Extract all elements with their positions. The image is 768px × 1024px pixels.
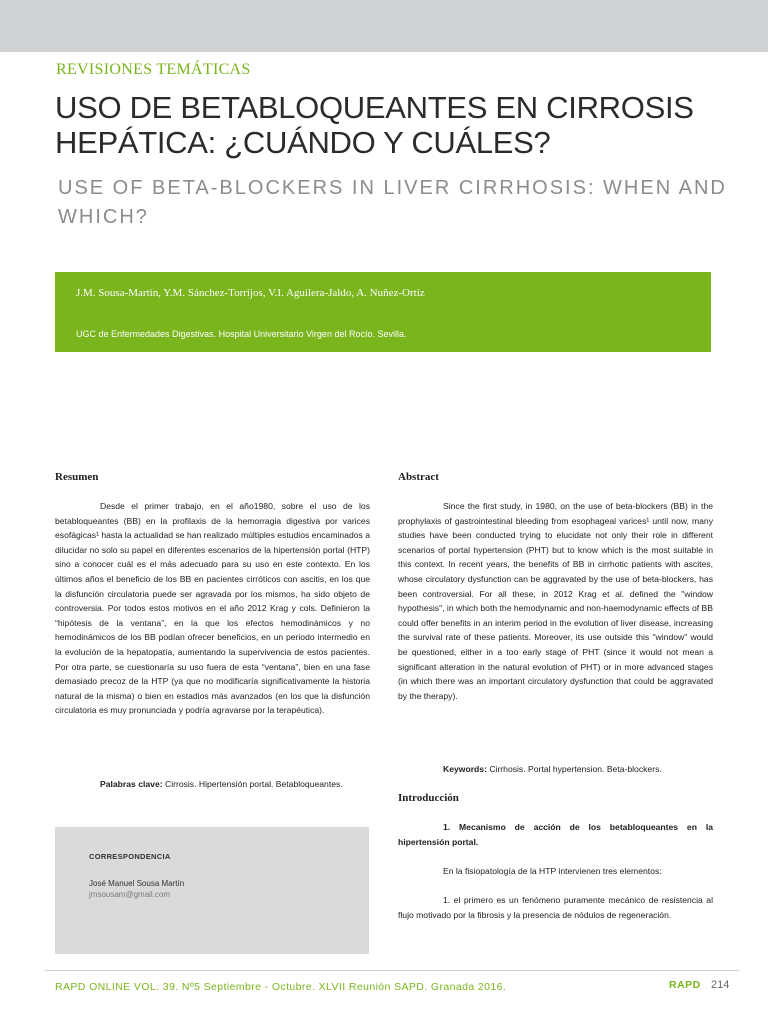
page-number: 214 [711,979,730,991]
resumen-keywords [55,777,370,792]
author-names: J.M. Sousa-Martín, Y.M. Sánchez-Torrijos, V.I. Aguilera-Jaldo, A. Nuñez-Ortiz [76,287,425,299]
top-bar [0,0,768,52]
article-title-english: USE OF BETA-BLOCKERS IN LIVER CIRRHOSIS: WHEN AND WHICH? [58,177,727,228]
abstract-keywords [398,762,713,777]
footer-citation: RAPD ONLINE VOL. 39. Nº5 Septiembre - Octubre. XLVII Reunión SAPD. Granada 2016. [55,981,507,993]
introduccion-subheading: 1. Mecanismo de acción de los betabloqueantes en la hipertensión portal. [398,822,713,847]
article-title-spanish: USO DE BETABLOQUEANTES EN CIRROSIS HEPÁTICA: ¿CUÁNDO Y CUÁLES? [55,90,694,160]
abstract-keywords-value: Cirrhosis. Portal hypertension. Beta-blockers. [489,764,662,774]
abstract-heading: Abstract [398,471,439,483]
resumen-keywords-value: Cirrosis. Hipertensión portal. Betabloqueantes. [164,779,343,789]
abstract-keywords-label: Keywords: [443,764,487,774]
footer-divider [45,970,739,971]
authors-box [55,272,711,352]
introduccion-paragraph-2: 1. el primero es un fenómeno puramente mecánico de resistencia al flujo motivado por la fibrosis y la presencia de nódulos de regeneración. [398,895,713,920]
correspondence-email[interactable]: jmsousam@gmail.com [89,890,171,899]
introduccion-paragraph-1: En la fisiopatología de la HTP intervienen tres elementos: [443,866,662,876]
correspondence-title: CORRESPONDENCIA [89,852,171,861]
resumen-text: Desde el primer trabajo, en el año1980, sobre el uso de los betabloqueantes (BB) en la profilaxis de la hemorragia digestiva por varices esofágicas¹ hasta la actualidad se han realizado múltiples estudios encaminados a dilucidar no solo su papel en diferentes escenarios de la hipertensión portal (HTP) sino a conocer cuál es el más adecuado para su uso en este contexto. En los últimos años el beneficio de los BB en pacientes cirróticos con ascitis, en los que la disfunción circulatoria puede ser agravada por los mismos, ha sido objeto de controversia. Por todos estos motivos en el año 2012 Krag y cols. Definieron la “hipótesis de la ventana”, en la que los efectos hemodinámicos y no hemodinámicos de los BB podían ofrecer beneficios, en un periodo intermedio en la evolución de la hepatopatía, aumentando la supervivencia de estos pacientes. Por otra parte, se cuestionaría su uso fuera de esta “ventana”, bien en una fase demasiado precoz de la HTP (ya que no modificaría significativamente la historia natural de la misma) o bien en estadios más avanzados (en los que la disfunción circulatoria es muy pronunciada y podría agravarse por la terapéutica). [55,501,370,716]
abstract-text: Since the first study, in 1980, on the use of beta-blockers (BB) in the prophylaxis of gastrointestinal bleeding from esophageal varices¹ until now, many studies have been conducted trying to elucidate not only their role in different scenarios of portal hypertension (PHT) but to know which is the most suitable in this context. In recent years, the benefits of BB in cirrhotic patients with ascites, whose circulatory dysfunction can be aggravated by the use of beta-blockers, has been controversial. For all these, in 2012 Krag et al. defined the "window hypothesis", in which both the hemodynamic and non-haemodynamic effects of BB could offer benefits in an interim period in the evolution of liver disease, increasing the survival rate of these patients. Moreover, its use outside this "window" would be questioned, either in a too early stage of PHT (since it would not mean a significant alteration in the natural evolution of PHT) or in more advanced stages (in which there was an important circulatory dysfunction that could be aggravated by the therapy). [398,501,713,701]
resumen-heading: Resumen [55,471,99,483]
correspondence-box [55,827,369,954]
author-affiliation: UGC de Enfermedades Digestivas. Hospital Universitario Virgen del Rocío. Sevilla. [76,329,407,339]
footer-journal: RAPD [669,979,701,991]
correspondence-name: José Manuel Sousa Martín [89,879,185,888]
resumen-keywords-label: Palabras clave: [100,779,163,789]
section-label: REVISIONES TEMÁTICAS [56,61,251,78]
introduccion-heading: Introducción [398,792,459,804]
